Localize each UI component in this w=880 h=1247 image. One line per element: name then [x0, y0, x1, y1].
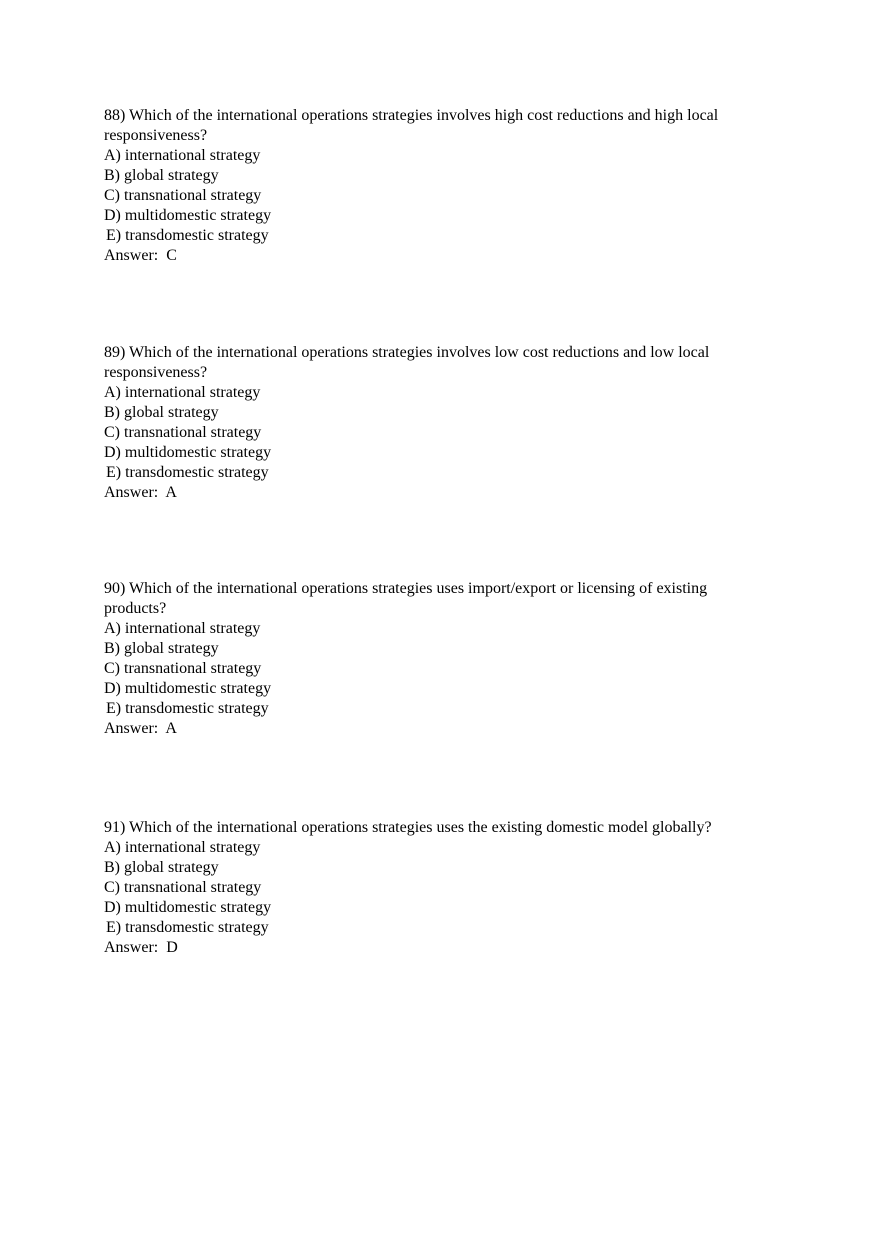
option-b: B) global strategy [104, 859, 219, 876]
option-d: D) multidomestic strategy [104, 680, 272, 697]
option-a: A) international strategy [104, 384, 261, 401]
question-90 [104, 579, 784, 739]
option-e: E) transdomestic strategy [106, 464, 269, 481]
option-d: D) multidomestic strategy [104, 444, 272, 461]
answer-label: Answer: [104, 484, 166, 501]
answer-line [104, 938, 784, 958]
answer-line [104, 246, 784, 266]
answer-value: A [165, 484, 177, 501]
question-88 [104, 106, 784, 266]
option-e: E) transdomestic strategy [106, 700, 269, 717]
answer-value: A [165, 720, 177, 737]
option-b: B) global strategy [104, 640, 219, 657]
option-c: C) transnational strategy [104, 660, 262, 677]
option-d: D) multidomestic strategy [104, 899, 272, 916]
option-e: E) transdomestic strategy [106, 227, 269, 244]
option-a: A) international strategy [104, 620, 261, 637]
question-91 [104, 818, 784, 958]
option-e: E) transdomestic strategy [106, 919, 269, 936]
option-b: B) global strategy [104, 404, 219, 421]
question-89 [104, 343, 784, 503]
question-text: 88) Which of the international operations strategies involves high cost reductions and high local responsiveness? [104, 107, 719, 144]
option-c: C) transnational strategy [104, 424, 262, 441]
option-b: B) global strategy [104, 167, 219, 184]
option-c: C) transnational strategy [104, 879, 262, 896]
option-d: D) multidomestic strategy [104, 207, 272, 224]
answer-line [104, 719, 784, 739]
answer-value: D [166, 939, 178, 956]
answer-line [104, 483, 784, 503]
question-text: 89) Which of the international operations strategies involves low cost reductions and low local responsiveness? [104, 344, 710, 381]
question-text: 90) Which of the international operations strategies uses import/export or licensing of existing products? [104, 580, 708, 617]
answer-label: Answer: [104, 720, 166, 737]
answer-label: Answer: [104, 939, 167, 956]
option-a: A) international strategy [104, 839, 261, 856]
question-text: 91) Which of the international operations strategies uses the existing domestic model globally? [104, 819, 712, 836]
answer-label: Answer: [104, 247, 167, 264]
option-c: C) transnational strategy [104, 187, 262, 204]
option-a: A) international strategy [104, 147, 261, 164]
answer-value: C [166, 247, 177, 264]
